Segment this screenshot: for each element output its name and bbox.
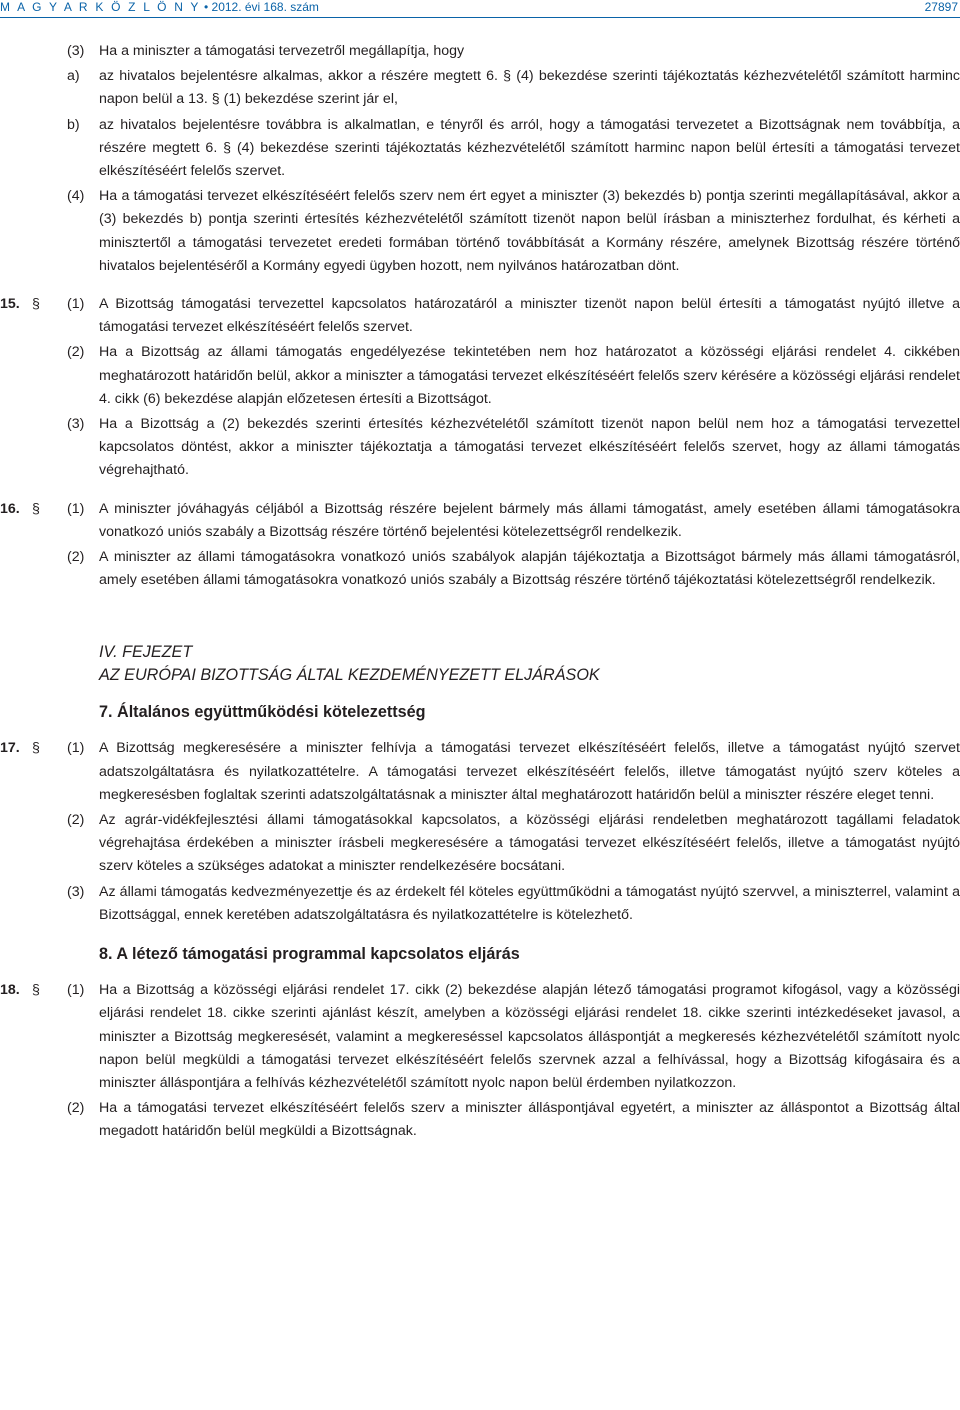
subsection-paragraph	[0, 40, 960, 63]
vertical-gap	[0, 687, 960, 700]
subsection-paragraph	[0, 185, 960, 278]
page-number: 27897	[924, 0, 958, 14]
subtitle-heading: 7. Általános együttműködési kötelezettség	[99, 703, 426, 722]
subsection-number: (1)	[67, 740, 85, 757]
subsection-number: (1)	[67, 296, 85, 313]
section-sign: §	[32, 500, 40, 517]
subtitle-heading: 8. A létező támogatási programmal kapcsolatos eljárás	[99, 945, 520, 964]
section-number: 16.	[0, 500, 20, 517]
section-paragraph	[0, 293, 960, 339]
subsection-paragraph	[0, 881, 960, 927]
section-paragraph	[0, 737, 960, 807]
vertical-gap	[0, 1144, 960, 1146]
section-paragraph	[0, 979, 960, 1095]
paragraph-text: Ha a támogatási tervezet elkészítéséért felelős szerv a miniszter álláspontjával egyetért, a miniszter az álláspontot a Bizottság által megadott határidőn belül megküldi a Bizottságnak.	[99, 1100, 960, 1140]
section-number: 17.	[0, 740, 20, 757]
subsection-number: (2)	[67, 812, 85, 829]
running-header	[0, 0, 960, 17]
section-number: 15.	[0, 296, 20, 313]
header-rule	[0, 17, 960, 18]
subsection-number: (3)	[67, 43, 85, 59]
paragraph-text: Az állami támogatás kedvezményezettje és az érdekelt fél köteles együttműködni a támogatást nyújtó szervvel, a miniszterrel, valamint a Bizottsággal, ennek keretében adatszolgáltatásra és nyilatkozattételre is kötelezhető.	[99, 883, 960, 923]
section-sign: §	[32, 982, 40, 999]
vertical-gap	[0, 929, 960, 942]
section-sign: §	[32, 296, 40, 313]
paragraph-text: A miniszter jóváhagyás céljából a Bizottság részére bejelent bármely más állami támogatást, amely esetében állami támogatásokra vonatkozó uniós szabály a Bizottság részére történő bejelentési kötelezettségről rendelkezik.	[99, 500, 960, 540]
vertical-gap	[0, 485, 960, 498]
subsection-paragraph	[0, 1097, 960, 1143]
subsection-number: (3)	[67, 416, 85, 433]
document-body	[0, 40, 960, 1146]
vertical-gap	[0, 966, 960, 979]
subsection-number: (4)	[67, 188, 85, 205]
item-letter: b)	[67, 116, 80, 133]
subsection-number: (1)	[67, 982, 85, 999]
paragraph-text: Az agrár-vidékfejlesztési állami támogatásokkal kapcsolatos, a közösségi eljárási rendeletben meghatározott tagállami feladatok végrehajtása érdekében a miniszter írásbeli megkeresésére a támogatási tervezet elkészítéséért felelős, illetve a támogatást nyújtó szerv köteles a szükséges adatokat a miniszter rendelkezésére bocsátani.	[99, 812, 960, 875]
subsection-number: (3)	[67, 883, 85, 900]
chapter-heading: AZ EURÓPAI BIZOTTSÁG ÁLTAL KEZDEMÉNYEZETT ELJÁRÁSOK	[99, 666, 600, 685]
journal-name: M A G Y A R K Ö Z L Ö N Y	[0, 0, 201, 14]
section-number: 18.	[0, 982, 20, 999]
paragraph-text: A miniszter az állami támogatásokra vonatkozó uniós szabályok alapján tájékoztatja a Bizottságot bármely más állami támogatásról, amely esetében állami támogatásokra vonatkozó uniós szabály a Bizottság részére történő tájékoztatási kötelezettségről rendelkezik.	[99, 549, 960, 589]
list-item	[0, 65, 960, 111]
issue-number: 2012. évi 168. szám	[211, 0, 319, 14]
paragraph-text: A Bizottság megkeresésére a miniszter felhívja a támogatási tervezet elkészítéséért felelős, illetve a támogatást nyújtó szervet adatszolgáltatásra és nyilatkozattételre. A támogatási tervezet elkészítéséért felelős, illetve támogatást nyújtó szerv köteles a megkeresésben foglaltak szerinti adatszolgáltatásnak a miniszter által meghatározott határidőn belül a miniszter részére eleget tenni.	[99, 740, 960, 803]
subsection-number: (2)	[67, 344, 85, 361]
section-paragraph	[0, 498, 960, 544]
vertical-gap	[0, 594, 960, 641]
paragraph-text: A Bizottság támogatási tervezettel kapcsolatos határozatáról a miniszter tizenöt napon belül értesíti a támogatást nyújtó illetve a támogatási tervezet elkészítéséért felelős szervet.	[99, 296, 960, 336]
header-bullet: •	[203, 0, 209, 14]
subsection-paragraph	[0, 341, 960, 411]
subsection-paragraph	[0, 809, 960, 879]
chapter-heading: IV. FEJEZET	[99, 643, 193, 662]
section-sign: §	[32, 740, 40, 757]
header-left	[0, 0, 319, 14]
subsection-paragraph	[0, 546, 960, 592]
subsection-number: (1)	[67, 500, 85, 517]
subsection-number: (2)	[67, 1100, 85, 1117]
paragraph-text: Ha a Bizottság az állami támogatás engedélyezése tekintetében nem hoz határozatot a közösségi eljárási rendelet 4. cikkében meghatározott határidőn belül, akkor a miniszter a támogatási tervezet elkészítéséért felelős szerv kérésére a közösségi eljárási rendelet 4. cikk (6) bekezdése alapján előzetesen értesíti a Bizottságot.	[99, 344, 960, 407]
vertical-gap	[0, 724, 960, 737]
paragraph-text: az hivatalos bejelentésre alkalmas, akkor a részére megtett 6. § (4) bekezdése szerinti tájékoztatás kézhezvételétől számított harminc napon belül a 13. § (1) bekezdése szerint jár el,	[99, 68, 960, 108]
paragraph-text: Ha a Bizottság a közösségi eljárási rendelet 17. cikk (2) bekezdése alapján létező támogatási programot kifogásol, vagy a közösségi eljárási rendelet 18. cikke szerinti ajánlást készít, amelyben a közösségi eljárási rendelet 18. cikke szerinti intézkedéseket javasol, a miniszter a Bizottság megkeresését, valamint a megkereséssel kapcsolatos álláspontját a megkeresés kézhezvételétől számított nyolc napon belül megküldi a támogatási tervezet elkészítéséért felelős szervnek azzal a felhívással, hogy a Bizottság kifogásaira és a miniszter álláspontjára a felhívás kézhezvételétől számított nyolc napon belül érdemben nyilatkozzon.	[99, 982, 960, 1091]
paragraph-text: Ha a Bizottság a (2) bekezdés szerinti értesítés kézhezvételétől számított tizenöt napon belül nem hoz a támogatási tervezettel kapcsolatos döntést, akkor a miniszter tájékoztatja a támogatási tervezet elkészítéséért felelős szervet, hogy az állami támogatás végrehajtható.	[99, 416, 960, 479]
paragraph-text: Ha a támogatási tervezet elkészítéséért felelős szerv nem ért egyet a miniszter (3) bekezdés b) pontja szerinti megállapításával, akkor a (3) bekezdés b) pontja szerinti értesítés kézhezvételétől számított tizenöt napon belül írásban a miniszterhez fordulhat, és kérheti a minisztertől a támogatási tervezetet eredeti formában történő továbbítását a Kormány részére, amelynek Bizottság részére történő hivatalos bejelentéséről a Kormány egyedi ügyben hozott, nem nyilvános határozatban dönt.	[99, 188, 960, 274]
paragraph-text: az hivatalos bejelentésre továbbra is alkalmatlan, e tényről és arról, hogy a támogatási tervezetet a Bizottságnak nem továbbítja, a részére megtett 6. § (4) bekezdése szerinti tájékoztatás kézhezvételétől számított harminc napon belül értesíti a támogatási tervezet elkészítéséért felelős szervet.	[99, 116, 960, 180]
paragraph-text: Ha a miniszter a támogatási tervezetről megállapítja, hogy	[99, 43, 465, 59]
vertical-gap	[0, 280, 960, 293]
subsection-number: (2)	[67, 549, 85, 566]
list-item	[0, 114, 960, 184]
item-letter: a)	[67, 68, 80, 85]
subsection-paragraph	[0, 413, 960, 483]
